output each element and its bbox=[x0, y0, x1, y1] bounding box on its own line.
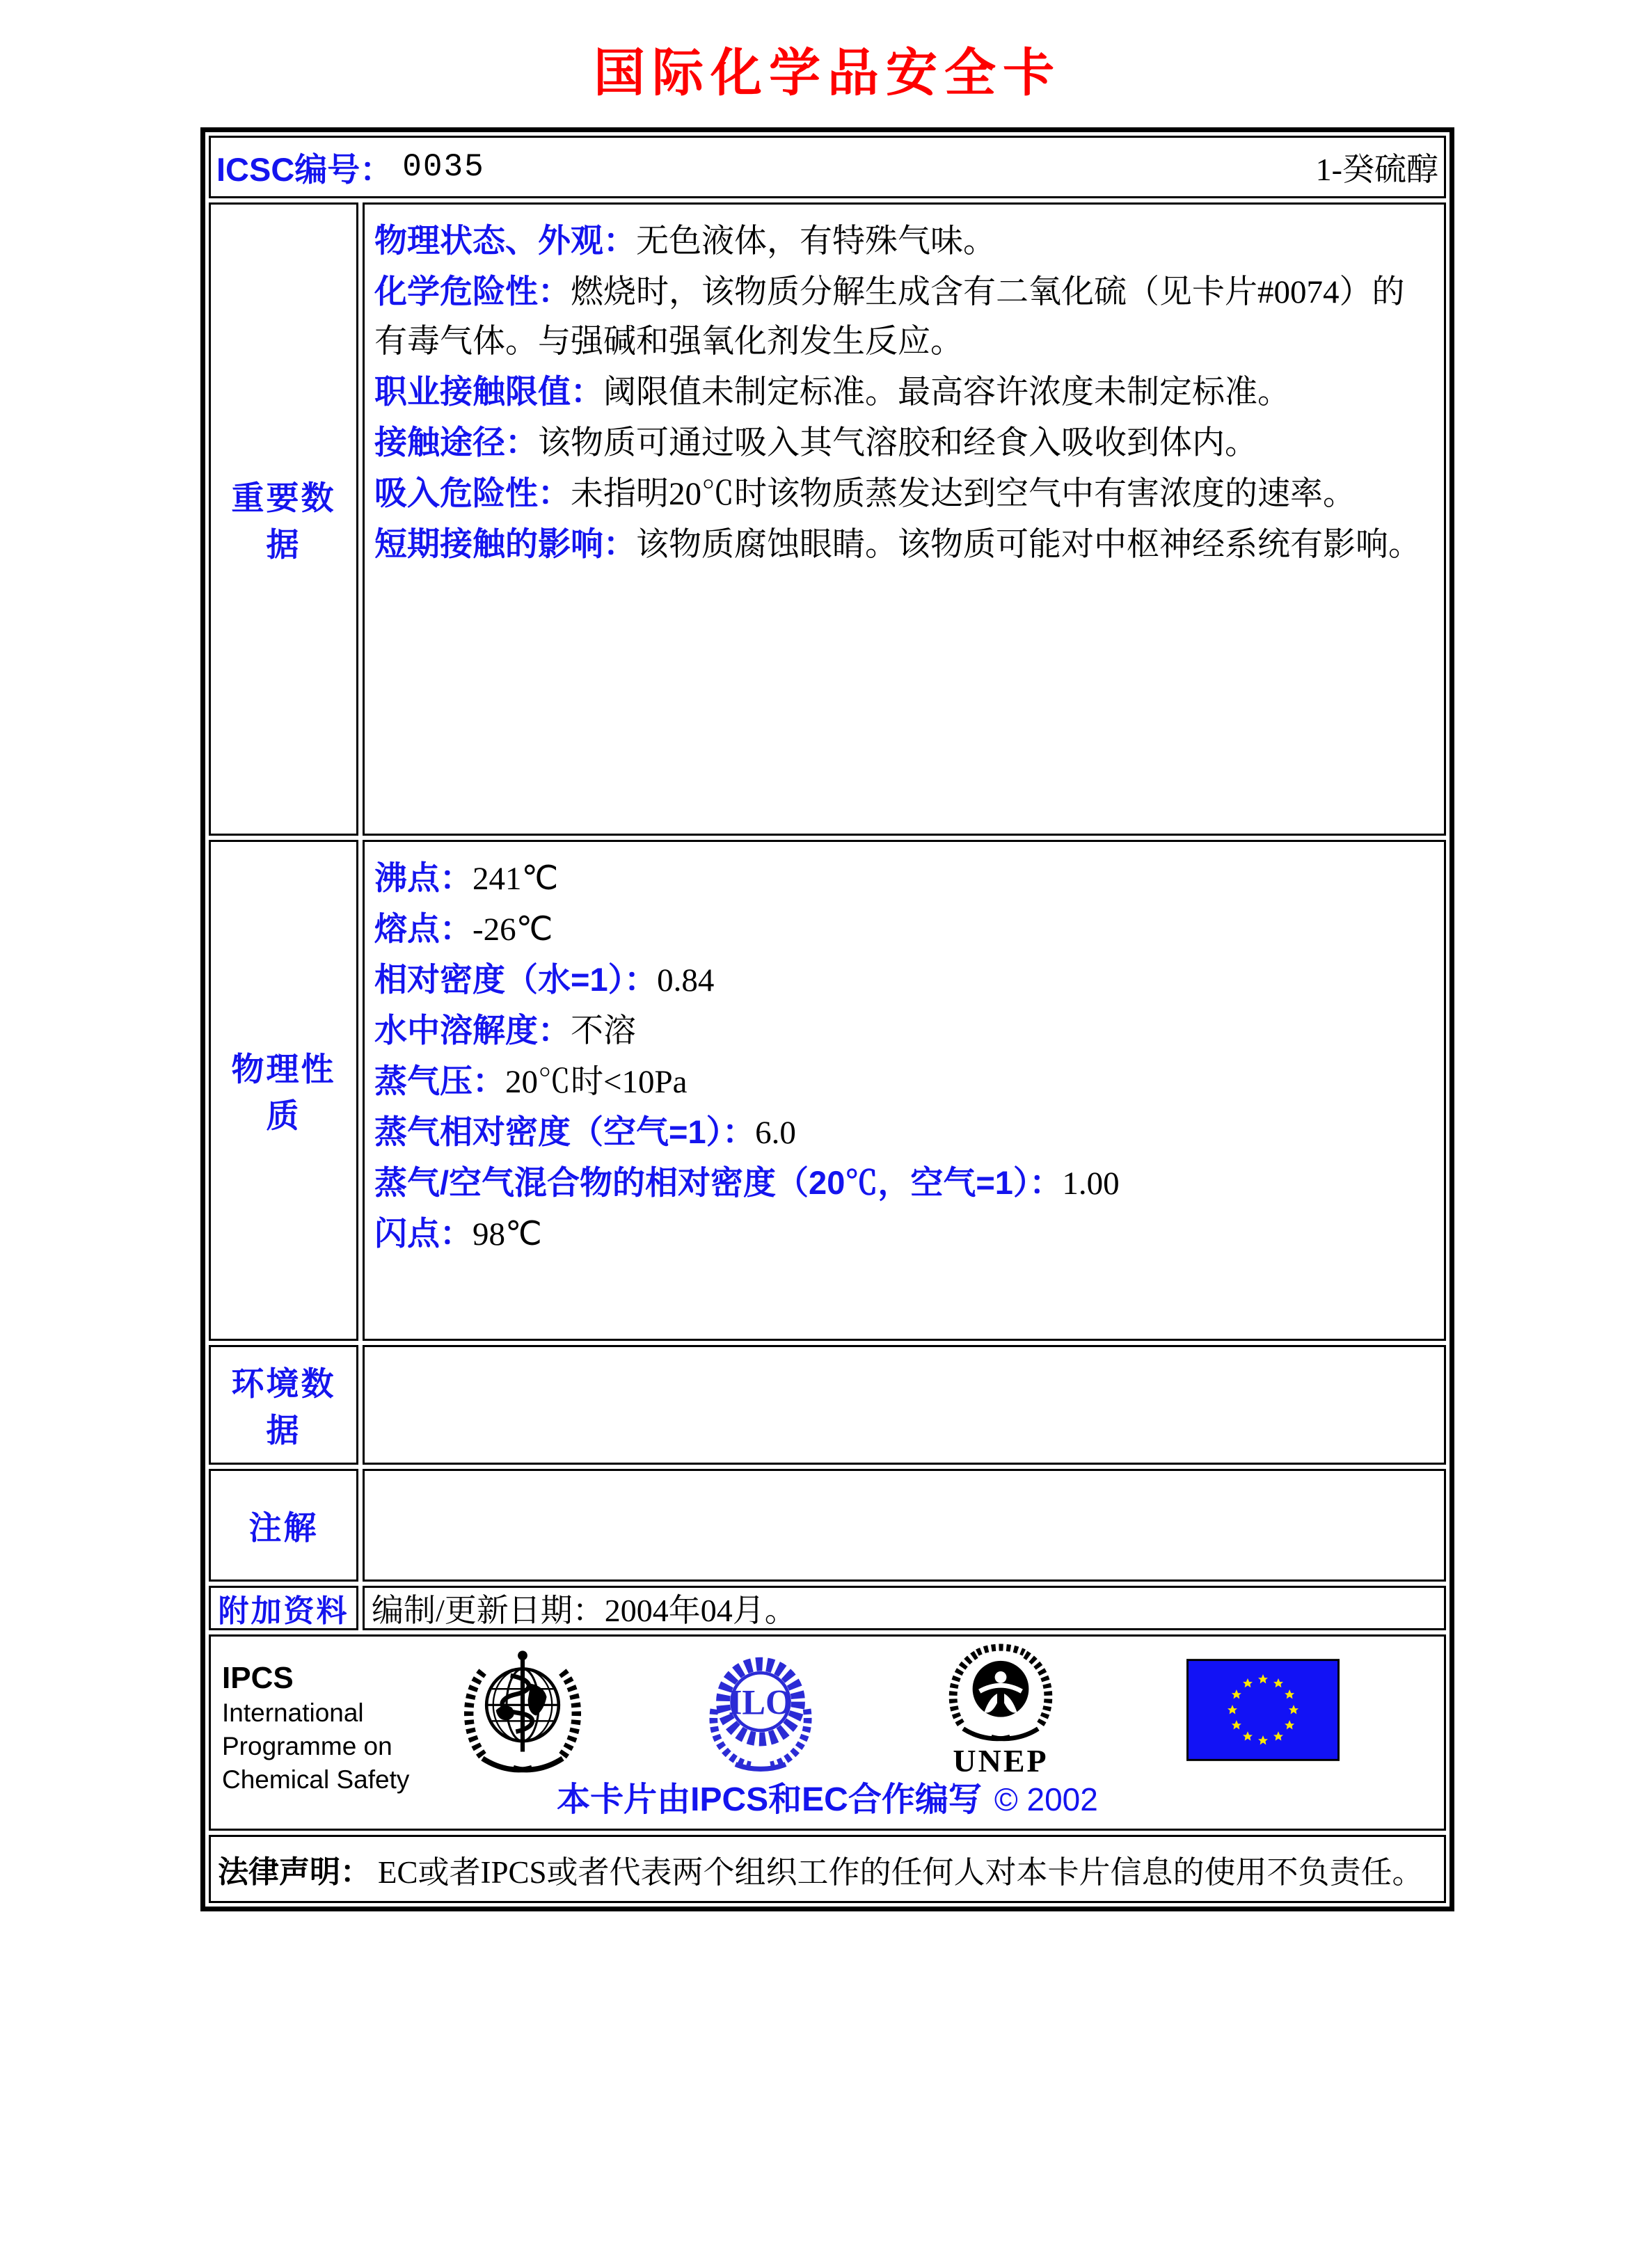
data-item-boiling-point bbox=[374, 853, 1434, 904]
important-data-content bbox=[363, 202, 1446, 836]
field-value: 该物质腐蚀眼睛。该物质可能对中枢神经系统有影响。 bbox=[636, 527, 1421, 563]
data-item-vapor-pressure bbox=[374, 1056, 1434, 1107]
field-label: 水中溶解度： bbox=[374, 1012, 571, 1049]
icsc-number-group bbox=[216, 144, 485, 191]
field-value: 98℃ bbox=[472, 1216, 542, 1252]
physical-properties-content bbox=[363, 840, 1446, 1341]
data-item-occupational-limits bbox=[374, 367, 1434, 417]
field-value: 0.84 bbox=[657, 962, 715, 998]
svg-text:ILO: ILO bbox=[728, 1682, 793, 1722]
field-value: -26℃ bbox=[472, 912, 553, 948]
footer-cell bbox=[209, 1634, 1446, 1831]
physical-properties-row bbox=[209, 840, 1446, 1341]
legal-cell bbox=[209, 1835, 1446, 1903]
field-value: 241℃ bbox=[472, 861, 559, 897]
field-label: 闪点： bbox=[374, 1215, 472, 1252]
ipcs-line2: Programme on bbox=[222, 1732, 392, 1760]
field-value: 1.00 bbox=[1062, 1165, 1120, 1202]
card-header-cell bbox=[209, 136, 1446, 198]
chemical-name: 1-癸硫醇 bbox=[1315, 152, 1438, 187]
ipcs-line1: International bbox=[222, 1698, 364, 1727]
environmental-data-content bbox=[363, 1345, 1446, 1465]
field-label: 短期接触的影响： bbox=[374, 525, 636, 562]
data-item-short-term-effects bbox=[374, 519, 1434, 570]
additional-info-content: 编制/更新日期：2004年04月。 bbox=[363, 1586, 1446, 1630]
ipcs-acronym: IPCS bbox=[222, 1661, 294, 1695]
legal-text: EC或者IPCS或者代表两个组织工作的任何人对本卡片信息的使用不负责任。 bbox=[378, 1854, 1424, 1890]
eu-flag-icon bbox=[1186, 1659, 1340, 1761]
important-data-row bbox=[209, 202, 1446, 836]
notes-content bbox=[363, 1469, 1446, 1582]
header-row bbox=[209, 136, 1446, 198]
ipcs-line3: Chemical Safety bbox=[222, 1765, 410, 1794]
field-value: 不溶 bbox=[571, 1013, 636, 1049]
environmental-data-row bbox=[209, 1345, 1446, 1465]
row-label-important-data: 重要数据 bbox=[209, 202, 358, 836]
copyright-text: © 2002 bbox=[994, 1781, 1098, 1817]
field-label: 沸点： bbox=[374, 859, 472, 896]
unep-label: UNEP bbox=[953, 1743, 1049, 1779]
field-label: 蒸气相对密度（空气=1）： bbox=[374, 1113, 756, 1150]
data-item-exposure-routes bbox=[374, 417, 1434, 468]
row-label-environmental-data: 环境数据 bbox=[209, 1345, 358, 1465]
unep-logo-block bbox=[928, 1642, 1074, 1778]
field-label: 接触途径： bbox=[374, 424, 538, 461]
field-label: 相对密度（水=1）： bbox=[374, 961, 658, 998]
data-item-water-solubility bbox=[374, 1005, 1434, 1056]
page-title: 国际化学品安全卡 bbox=[594, 43, 1061, 103]
data-item-flash-point bbox=[374, 1209, 1434, 1259]
data-item-vapor-air-mixture-density bbox=[374, 1158, 1434, 1209]
field-value: 燃烧时，该物质分解生成含有二氧化硫（见卡片#0074）的有毒气体。与强碱和强氧化剂发生反应。 bbox=[374, 274, 1405, 360]
field-label: 吸入危险性： bbox=[374, 475, 571, 511]
notes-row bbox=[209, 1469, 1446, 1582]
field-label: 职业接触限值： bbox=[374, 373, 603, 410]
data-item-vapor-relative-density bbox=[374, 1107, 1434, 1158]
data-item-relative-density bbox=[374, 955, 1434, 1005]
field-label: 蒸气/空气混合物的相对密度（20℃，空气=1）： bbox=[374, 1164, 1063, 1201]
icsc-card-table bbox=[200, 127, 1454, 1911]
data-item-physical-state bbox=[374, 216, 1434, 266]
data-item-melting-point bbox=[374, 904, 1434, 955]
unep-emblem-icon bbox=[942, 1642, 1060, 1745]
data-item-chemical-hazard bbox=[374, 266, 1434, 367]
field-value: 未指明20℃时该物质蒸发达到空气中有害浓度的速率。 bbox=[571, 476, 1356, 512]
ilo-emblem-icon bbox=[698, 1649, 823, 1774]
field-label: 熔点： bbox=[374, 910, 472, 947]
legal-label: 法律声明： bbox=[218, 1855, 371, 1889]
footer-row bbox=[209, 1634, 1446, 1831]
data-item-inhalation-risk bbox=[374, 468, 1434, 519]
credit-line bbox=[211, 1772, 1444, 1820]
row-label-additional-info: 附加资料 bbox=[209, 1586, 358, 1630]
field-value: 6.0 bbox=[755, 1115, 796, 1151]
field-value: 20℃时<10Pa bbox=[505, 1064, 688, 1100]
legal-row bbox=[209, 1835, 1446, 1903]
row-label-physical-properties: 物理性质 bbox=[209, 840, 358, 1341]
who-emblem-icon bbox=[456, 1644, 589, 1777]
icsc-number-label: ICSC编号： bbox=[216, 150, 393, 188]
row-label-notes: 注解 bbox=[209, 1469, 358, 1582]
field-value: 该物质可通过吸入其气溶胶和经食入吸收到体内。 bbox=[538, 425, 1257, 461]
field-label: 化学危险性： bbox=[374, 273, 571, 310]
icsc-number-value: 0035 bbox=[402, 149, 485, 185]
additional-info-row bbox=[209, 1586, 1446, 1630]
field-label: 物理状态、外观： bbox=[374, 222, 636, 259]
credit-text: 本卡片由IPCS和EC合作编写 bbox=[557, 1781, 982, 1818]
field-value: 无色液体，有特殊气味。 bbox=[636, 223, 996, 260]
field-label: 蒸气压： bbox=[374, 1063, 505, 1099]
field-value: 阈限值未制定标准。最高容许浓度未制定标准。 bbox=[603, 374, 1290, 411]
